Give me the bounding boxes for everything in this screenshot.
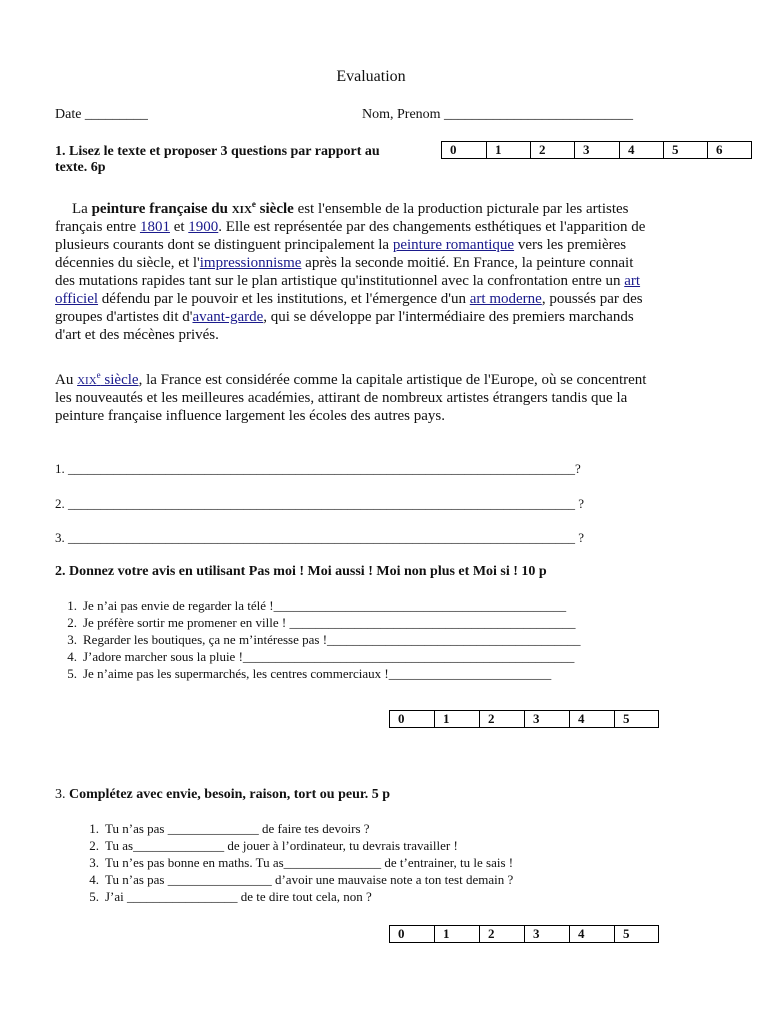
paragraph-text: . Elle est représentée par des changements esthétiques et l'apparition de plusieurs courants dont se distinguent principalement la xyxy=(55,219,646,253)
paragraph-text: après la seconde moitié. En France, la peinture connait des mutations rapides tant sur le plan artistique qu'institutionnel avec la confrontation entre un xyxy=(55,255,634,289)
list-item-text: Tu n’as pas ______________ de faire tes devoirs ? xyxy=(105,821,370,836)
score-cell[interactable]: 2 xyxy=(480,926,525,943)
score-cell[interactable]: 5 xyxy=(664,142,708,159)
list-item-text: Tu n’as pas ________________ d’avoir une mauvaise note a ton test demain ? xyxy=(105,872,514,887)
list-number: 5. xyxy=(89,889,99,904)
paragraph-text: vers les premières décennies du siècle, et l' xyxy=(55,237,627,271)
list-item[interactable] xyxy=(55,597,581,614)
section-number: 3. xyxy=(55,787,69,802)
list-item[interactable] xyxy=(77,854,513,871)
list-item[interactable] xyxy=(55,614,581,631)
list-number: 4. xyxy=(67,649,77,664)
list-number: 1. xyxy=(67,598,77,613)
list-item[interactable] xyxy=(55,665,581,682)
score-cell[interactable]: 1 xyxy=(435,711,480,728)
roman-numeral: xix xyxy=(231,201,252,217)
bold-text: siècle xyxy=(255,201,294,217)
section1-score-table xyxy=(441,141,752,159)
link-art-moderne[interactable]: art moderne xyxy=(469,291,542,307)
paragraph-bold-term xyxy=(92,201,294,217)
page-title: Evaluation xyxy=(336,68,406,85)
paragraph-text: défendu par le pouvoir et les institutions, et l'émergence d'un xyxy=(98,291,470,307)
bold-text: peinture française du xyxy=(91,201,232,217)
section2-score-table xyxy=(389,710,659,728)
link-xix-siecle[interactable] xyxy=(77,372,138,388)
list-item[interactable] xyxy=(77,871,513,888)
list-number: 3. xyxy=(67,632,77,647)
score-cell[interactable]: 5 xyxy=(615,711,659,728)
link-text: siècle xyxy=(100,372,139,388)
score-cell[interactable]: 4 xyxy=(620,142,664,159)
list-item-text: Tu as______________ de jouer à l’ordinateur, tu devrais travailler ! xyxy=(105,838,458,853)
score-cell[interactable]: 3 xyxy=(525,926,570,943)
list-item-text: Je n’ai pas envie de regarder la télé !_____________________________________________ xyxy=(83,598,567,613)
score-cell[interactable]: 4 xyxy=(570,711,615,728)
score-row xyxy=(390,711,659,728)
score-cell[interactable]: 0 xyxy=(390,926,435,943)
text-paragraph-1 xyxy=(55,200,655,344)
list-number: 1. xyxy=(89,821,99,836)
list-item[interactable] xyxy=(77,837,513,854)
list-item-text: Tu n’es pas bonne en maths. Tu as_______________ de t’entrainer, tu le sais ! xyxy=(105,855,514,870)
section1-heading-line2: texte. 6p xyxy=(55,160,106,175)
section1-heading-line1: 1. Lisez le texte et proposer 3 questions par rapport au xyxy=(55,144,380,159)
score-cell[interactable]: 4 xyxy=(570,926,615,943)
paragraph-text: , poussés par des groupes d'artistes dit d' xyxy=(55,291,643,325)
list-number: 2. xyxy=(89,838,99,853)
name-field-label[interactable]: Nom, Prenom ___________________________ xyxy=(362,107,634,122)
score-cell[interactable]: 2 xyxy=(480,711,525,728)
paragraph-text: , la France est considérée comme la capitale artistique de l'Europe, où se concentrent les nouveautés et les meilleures académies, attirant de nombreux artistes étrangers tandis que la peinture française influence largement les écoles des autres pays. xyxy=(55,372,647,424)
section1-heading xyxy=(55,144,380,176)
date-field-label[interactable]: Date _________ xyxy=(55,107,148,122)
link-art-officiel[interactable]: art officiel xyxy=(55,273,641,307)
list-item-text: Je n’aime pas les supermarchés, les centres commerciaux !_________________________ xyxy=(83,666,552,681)
list-item[interactable] xyxy=(55,648,581,665)
question-line-1[interactable]: 1. ______________________________________________________________________________? xyxy=(55,461,581,476)
section3-heading-text: Complétez avec envie, besoin, raison, tort ou peur. 5 p xyxy=(69,787,391,802)
list-item-text: Regarder les boutiques, ça ne m’intéresse pas !_______________________________________ xyxy=(83,632,581,647)
link-peinture-romantique[interactable]: peinture romantique xyxy=(392,237,515,253)
score-cell[interactable]: 2 xyxy=(531,142,575,159)
paragraph-text: , qui se développe par l'intermédiaire des premiers marchands d'art et des mécènes privés. xyxy=(55,309,634,343)
score-row xyxy=(442,142,752,159)
link-1900[interactable]: 1900 xyxy=(188,219,219,235)
section3-heading xyxy=(55,787,390,803)
section3-list xyxy=(77,820,513,905)
score-cell[interactable]: 1 xyxy=(435,926,480,943)
list-number: 2. xyxy=(67,615,77,630)
section2-heading: 2. Donnez votre avis en utilisant Pas moi ! Moi aussi ! Moi non plus et Moi si ! 10 p xyxy=(55,564,547,579)
score-cell[interactable]: 0 xyxy=(442,142,487,159)
paragraph-text: et xyxy=(169,219,189,235)
score-cell[interactable]: 1 xyxy=(487,142,531,159)
list-item[interactable] xyxy=(77,888,513,905)
score-cell[interactable]: 5 xyxy=(615,926,659,943)
roman-numeral: xix xyxy=(77,372,97,388)
section3-score-table xyxy=(389,925,659,943)
list-item-text: J’adore marcher sous la pluie !___________________________________________________ xyxy=(83,649,575,664)
score-cell[interactable]: 6 xyxy=(708,142,752,159)
link-1801[interactable]: 1801 xyxy=(139,219,170,235)
superscript: e xyxy=(96,370,101,380)
score-row xyxy=(390,926,659,943)
score-cell[interactable]: 3 xyxy=(525,711,570,728)
link-avant-garde[interactable]: avant-garde xyxy=(192,309,264,325)
question-line-3[interactable]: 3. ______________________________________________________________________________ ? xyxy=(55,530,585,545)
list-number: 3. xyxy=(89,855,99,870)
superscript: e xyxy=(251,199,256,209)
paragraph-text: La xyxy=(72,201,92,217)
link-impressionnisme[interactable]: impressionnisme xyxy=(199,255,302,271)
question-line-2[interactable]: 2. ______________________________________________________________________________ ? xyxy=(55,496,585,511)
score-cell[interactable]: 3 xyxy=(575,142,620,159)
list-number: 4. xyxy=(89,872,99,887)
paragraph-text: est l'ensemble de la production picturale par les artistes français entre xyxy=(55,201,629,235)
paragraph-text: Au xyxy=(55,372,78,388)
list-item[interactable] xyxy=(55,631,581,648)
list-item[interactable] xyxy=(77,820,513,837)
list-number: 5. xyxy=(67,666,77,681)
text-paragraph-2 xyxy=(55,371,655,425)
score-cell[interactable]: 0 xyxy=(390,711,435,728)
section2-list xyxy=(55,597,581,682)
list-item-text: Je préfère sortir me promener en ville ! ____________________________________________ xyxy=(83,615,576,630)
list-item-text: J’ai _________________ de te dire tout cela, non ? xyxy=(105,889,372,904)
